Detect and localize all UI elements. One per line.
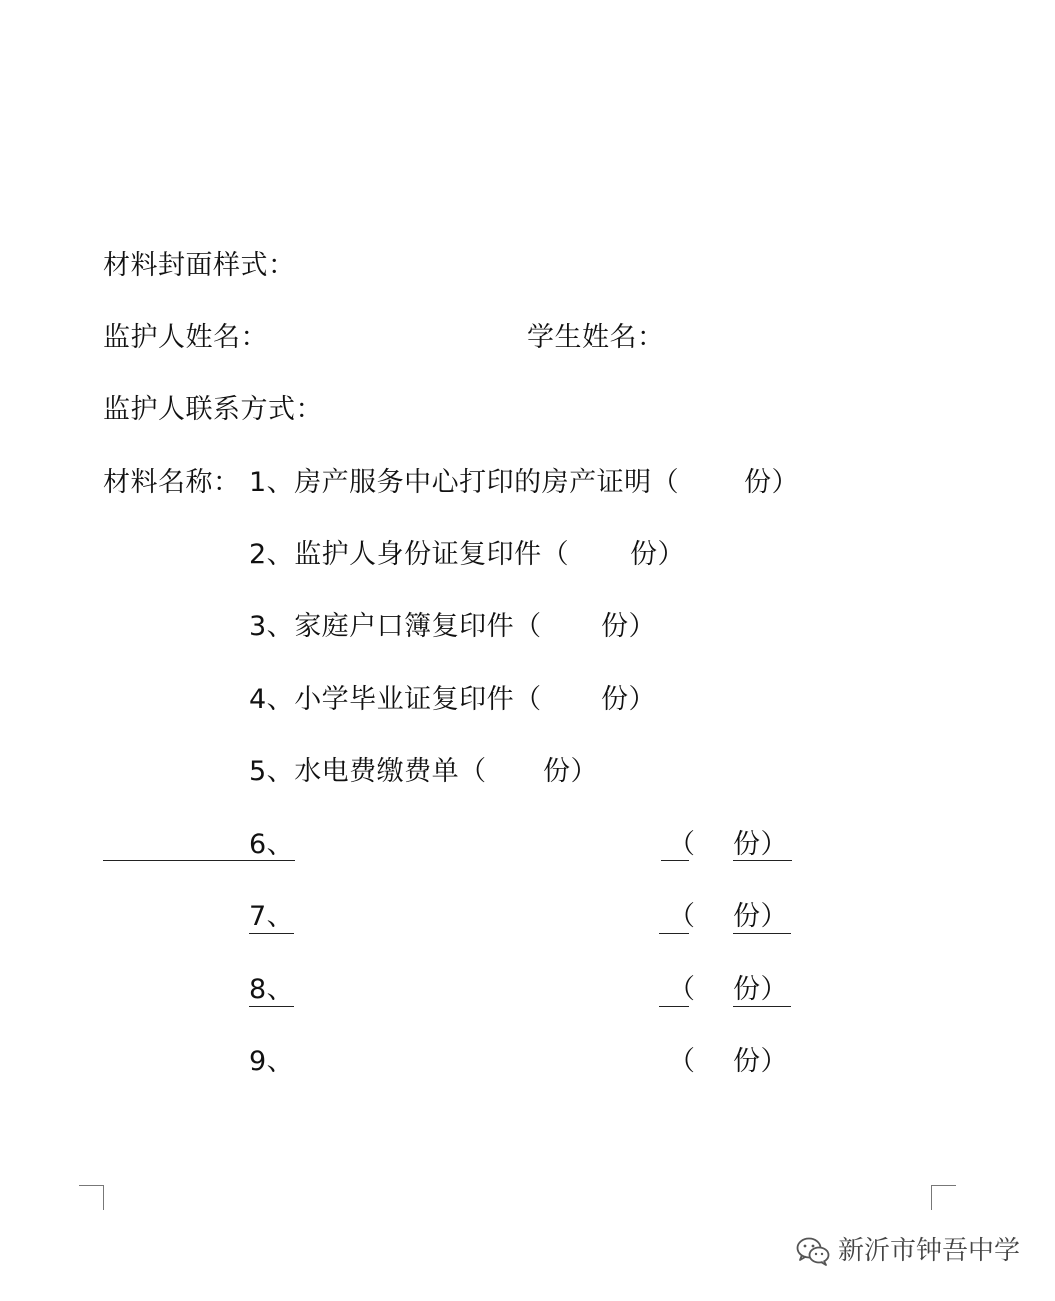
item-text: 家庭户口簿复印件（ <box>294 611 542 642</box>
blank-underline <box>733 860 792 861</box>
blank-item-number: 9、 <box>249 1046 295 1077</box>
item-copies: 份） <box>601 684 656 715</box>
blank-underline <box>249 933 294 934</box>
item-copies: 份） <box>733 1046 788 1077</box>
item-text: 监护人身份证复印件（ <box>294 539 570 570</box>
blank-underline <box>733 933 791 934</box>
item-text: 小学毕业证复印件（ <box>294 684 542 715</box>
blank-open-paren: （ <box>668 901 696 932</box>
item-copies: 份） <box>733 829 788 860</box>
list-item <box>249 541 569 568</box>
item-copies: 份） <box>733 901 788 932</box>
materials-label: 材料名称： <box>103 467 241 498</box>
wechat-icon <box>796 1236 830 1266</box>
item-copies: 份） <box>601 611 656 642</box>
item-copies: 份） <box>744 467 799 498</box>
blank-open-paren: （ <box>668 829 696 860</box>
blank-underline <box>103 860 295 861</box>
blank-item-number: 7、 <box>249 901 295 932</box>
blank-item-number: 6、 <box>249 829 295 860</box>
list-item <box>249 469 679 496</box>
item-number: 1、 <box>249 467 295 498</box>
cover-style-title: 材料封面样式： <box>103 250 296 281</box>
item-text: 房产服务中心打印的房产证明（ <box>294 467 680 498</box>
student-name-label: 学生姓名： <box>527 322 665 353</box>
watermark <box>796 1236 1020 1266</box>
guardian-name-label: 监护人姓名： <box>103 322 268 353</box>
item-text: 水电费缴费单（ <box>294 756 487 787</box>
item-copies: 份） <box>733 974 788 1005</box>
blank-underline <box>659 1006 689 1007</box>
blank-open-paren: （ <box>668 974 696 1005</box>
guardian-contact-label: 监护人联系方式： <box>103 394 323 425</box>
item-number: 4、 <box>249 684 295 715</box>
watermark-text: 新沂市钟吾中学 <box>838 1236 1021 1266</box>
item-copies: 份） <box>543 756 598 787</box>
item-number: 5、 <box>249 756 295 787</box>
blank-underline <box>733 1006 791 1007</box>
list-item <box>249 758 487 785</box>
blank-underline <box>249 1006 294 1007</box>
blank-underline <box>659 933 689 934</box>
blank-underline <box>661 860 689 861</box>
item-number: 2、 <box>249 539 295 570</box>
page-corner-mark-left <box>79 1185 104 1210</box>
page-corner-mark-right <box>931 1185 956 1210</box>
list-item <box>249 613 542 640</box>
blank-open-paren: （ <box>668 1046 696 1077</box>
list-item <box>249 686 542 713</box>
item-copies: 份） <box>630 539 685 570</box>
item-number: 3、 <box>249 611 295 642</box>
blank-item-number: 8、 <box>249 974 295 1005</box>
